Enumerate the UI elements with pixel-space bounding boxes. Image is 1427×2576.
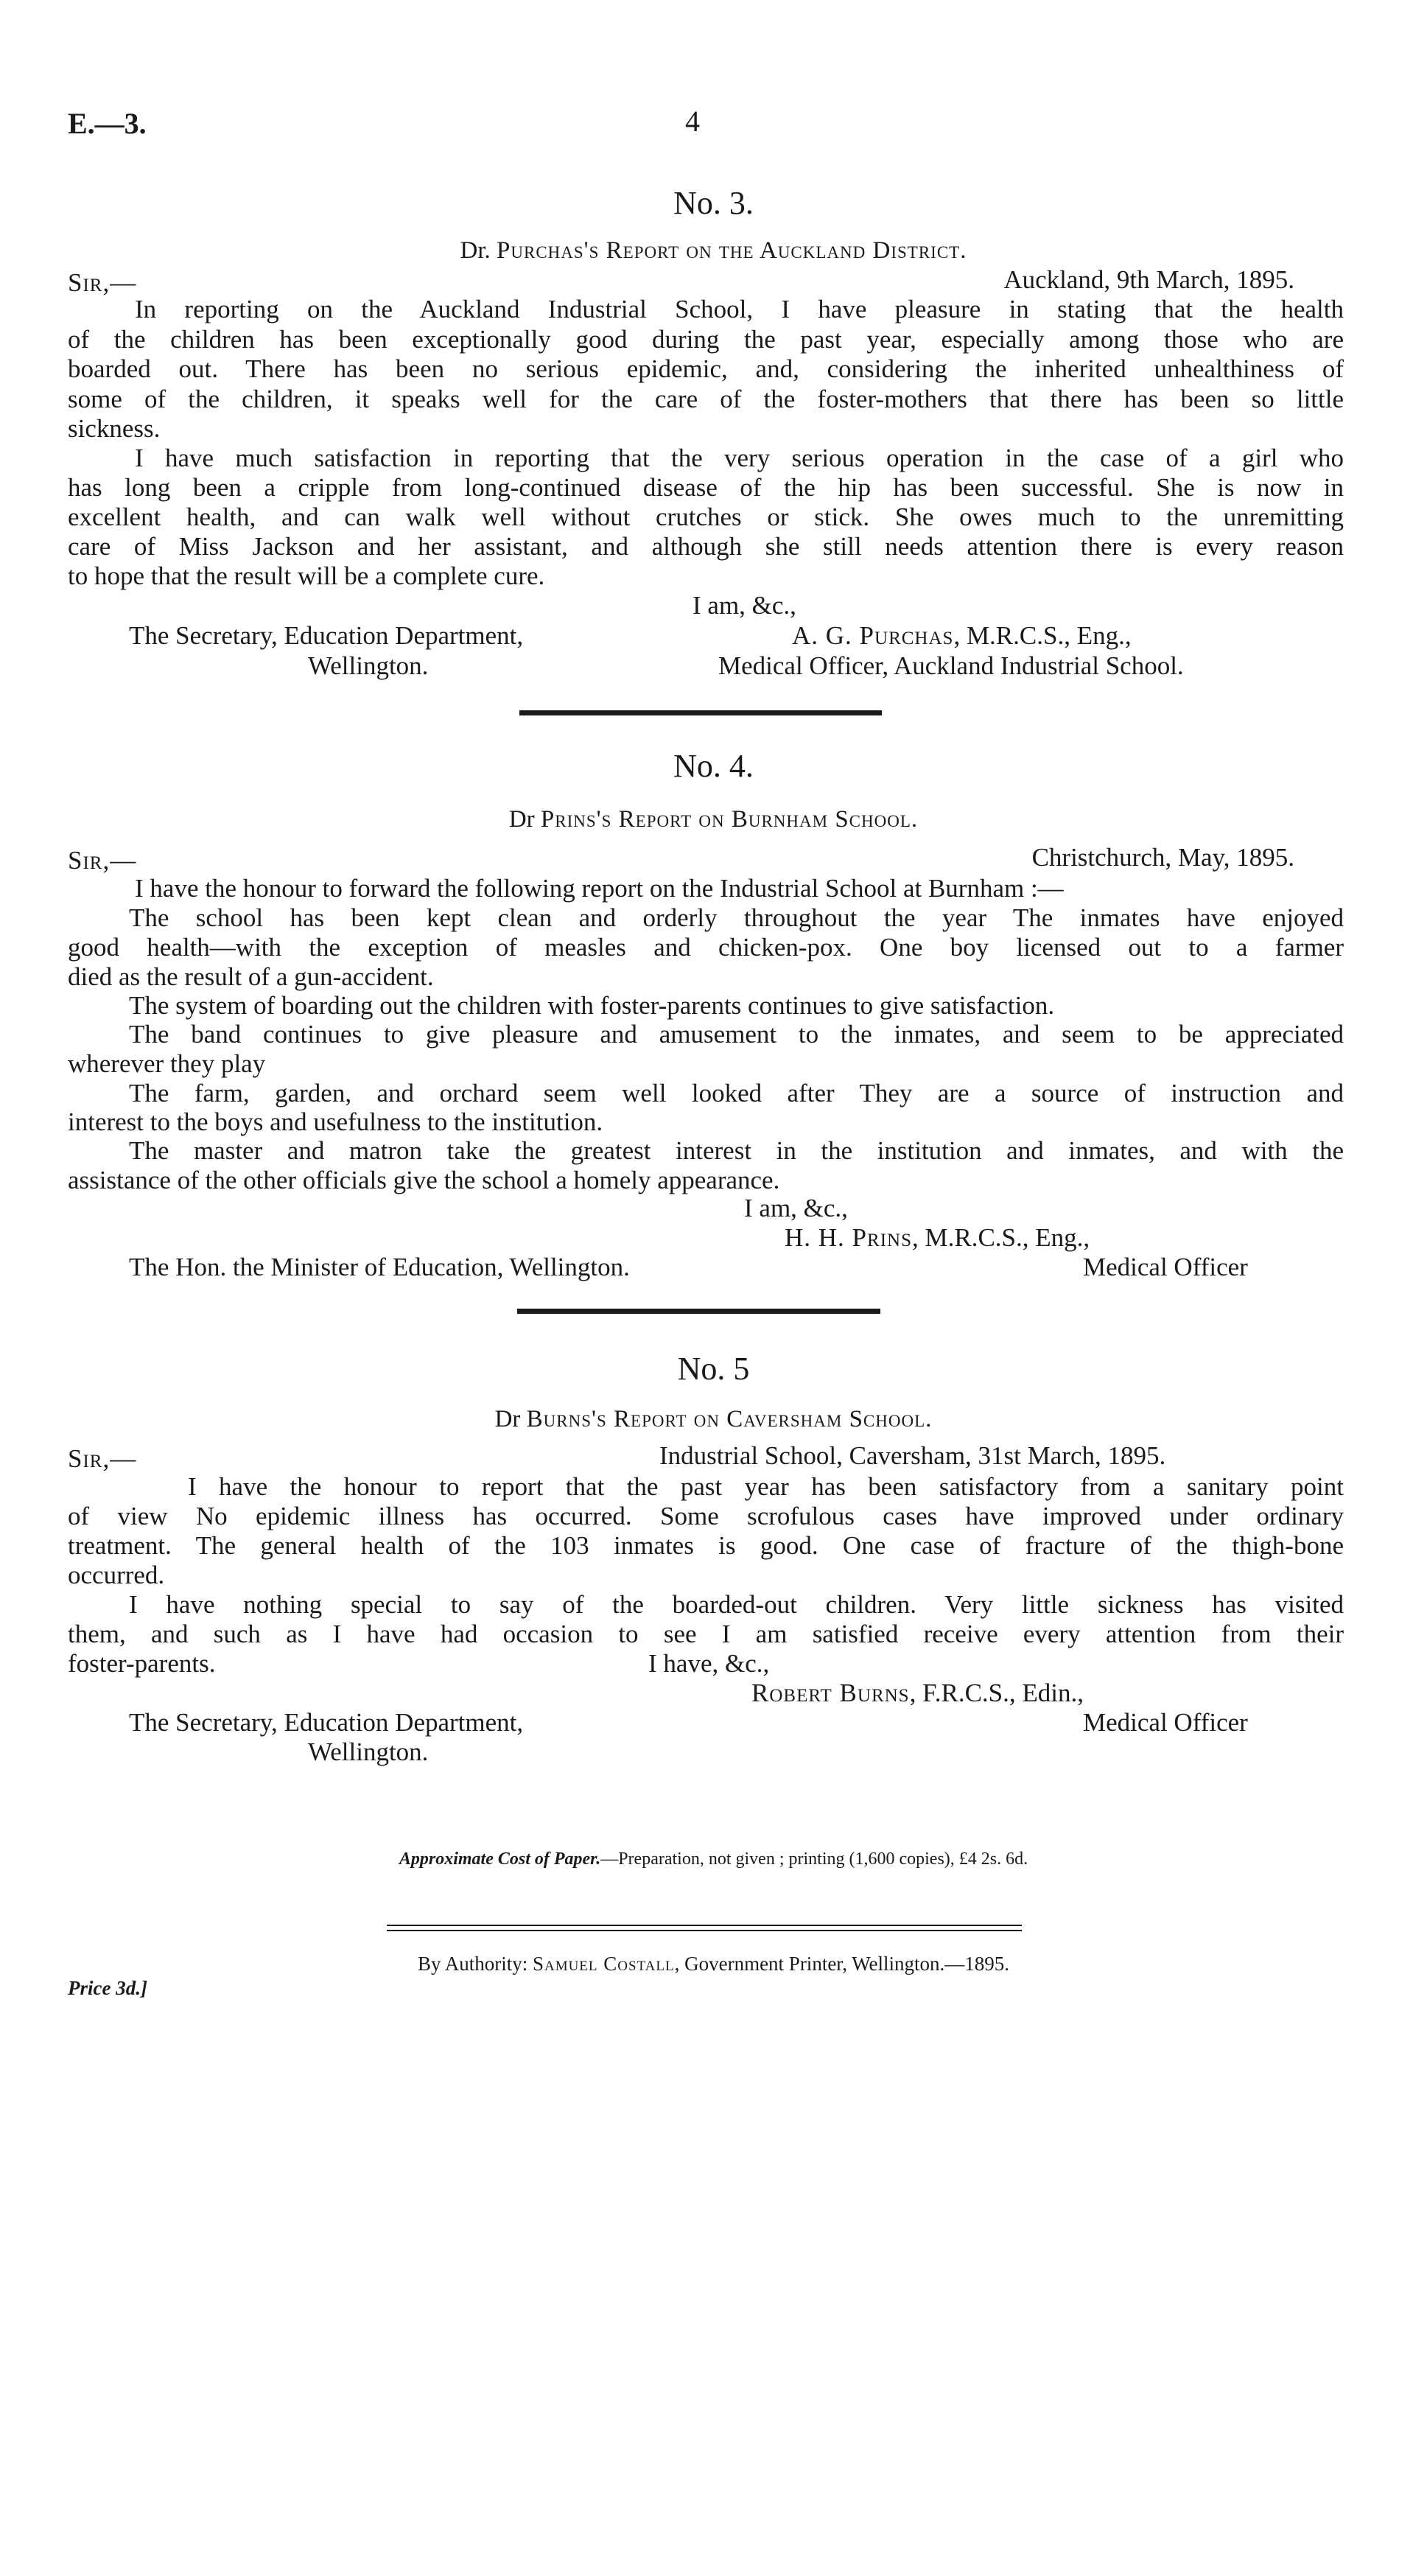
report-5-line: of view No epidemic illness has occurred. Some scrofulous cases have improved under ordinary [68, 1502, 1344, 1530]
report-5-signer: Robert Burns, F.R.C.S., Edin., [751, 1679, 1084, 1707]
report-3-line: I have much satisfaction in reporting that the very serious operation in the case of a girl who [135, 444, 1344, 472]
report-5-number: No. 5 [677, 1351, 750, 1387]
report-3-place-date: Auckland, 9th March, 1895. [1003, 265, 1294, 294]
report-5-line: treatment. The general health of the 103 inmates is good. One case of fracture of the thigh-bone [68, 1531, 1344, 1560]
footer-rule [387, 1925, 1022, 1926]
report-4-line: The farm, garden, and orchard seem well looked after They are a source of instruction and [129, 1079, 1344, 1107]
report-3-closing: I am, &c., [693, 591, 796, 620]
report-5-place-date: Industrial School, Caversham, 31st March, 1895. [659, 1441, 1166, 1470]
report-3-addressee-city: Wellington. [308, 651, 429, 680]
report-4-number: No. 4. [673, 748, 754, 784]
report-5-line: I have nothing special to say of the boarded-out children. Very little sickness has visited [129, 1590, 1344, 1619]
report-5-addressee: The Secretary, Education Department, [129, 1708, 524, 1737]
report-3-signer-title: Medical Officer, Auckland Industrial School. [718, 651, 1184, 680]
report-3-line: some of the children, it speaks well for the care of the foster-mothers that there has been so little [68, 385, 1344, 413]
series-code: E.—3. [68, 107, 147, 140]
report-4-line: died as the result of a gun-accident. [68, 962, 434, 991]
page-number: 4 [685, 105, 700, 138]
report-4-line: assistance of the other officials give the school a homely appearance. [68, 1166, 780, 1194]
report-4-signer: H. H. Prins, M.R.C.S., Eng., [785, 1223, 1090, 1252]
report-3-line: has long been a cripple from long-continued disease of the hip has been successful. She is now in [68, 473, 1344, 502]
report-5-addressee-city: Wellington. [308, 1737, 429, 1766]
report-4-line: The master and matron take the greatest interest in the institution and inmates, and with the [129, 1136, 1344, 1165]
report-5-title: Dr Burns's Report on Caversham School. [494, 1406, 933, 1432]
report-5-signer-title: Medical Officer [1083, 1708, 1248, 1737]
report-4-closing: I am, &c., [744, 1194, 848, 1222]
report-4-line: I have the honour to forward the following report on the Industrial School at Burnham :— [135, 874, 1064, 903]
section-divider [519, 710, 882, 715]
section-divider [517, 1309, 880, 1314]
report-5-line: I have the honour to report that the past year has been satisfactory from a sanitary point [188, 1472, 1344, 1501]
report-3-line: In reporting on the Auckland Industrial School, I have pleasure in stating that the health [135, 295, 1344, 323]
report-4-line: good health—with the exception of measles and chicken-pox. One boy licensed out to a farmer [68, 933, 1344, 962]
report-3-line: sickness. [68, 414, 161, 443]
report-3-line: of the children has been exceptionally good during the past year, especially among those who are [68, 325, 1344, 354]
report-4-title: Dr Prins's Report on Burnham School. [508, 806, 919, 833]
price: Price 3d.] [68, 1977, 147, 1999]
report-4-place-date: Christchurch, May, 1895. [1031, 843, 1294, 872]
footer-rule [387, 1930, 1022, 1931]
report-3-line: care of Miss Jackson and her assistant, and although she still needs attention there is every reason [68, 532, 1344, 561]
report-4-signer-title: Medical Officer [1083, 1253, 1248, 1281]
report-4-line: The band continues to give pleasure and amusement to the inmates, and seem to be appreciated [129, 1020, 1344, 1049]
report-5-line: occurred. [68, 1561, 165, 1589]
report-3-line: excellent health, and can walk well without crutches or stick. She owes much to the unremitting [68, 503, 1344, 531]
report-4-line: interest to the boys and usefulness to the institution. [68, 1107, 603, 1136]
report-3-line: boarded out. There has been no serious epidemic, and, considering the inherited unhealthiness of [68, 354, 1344, 383]
report-4-addressee: The Hon. the Minister of Education, Wellington. [129, 1253, 630, 1281]
report-5-line: foster-parents. [68, 1649, 216, 1678]
report-3-signer: A. G. Purchas, M.R.C.S., Eng., [792, 621, 1132, 650]
report-4-line: The system of boarding out the children with foster-parents continues to give satisfaction. [129, 991, 1055, 1020]
report-4-line: wherever they play [68, 1049, 266, 1078]
report-3-number: No. 3. [673, 185, 754, 221]
report-5-line: them, and such as I have had occasion to see I am satisfied receive every attention from their [68, 1620, 1344, 1648]
report-5-closing: I have, &c., [648, 1649, 770, 1678]
report-4-salutation: Sir,— [68, 846, 137, 875]
report-3-line: to hope that the result will be a complete cure. [68, 561, 545, 590]
cost-note: Approximate Cost of Paper.—Preparation, not given ; printing (1,600 copies), £4 2s. 6d. [399, 1849, 1028, 1869]
printer-authority: By Authority: Samuel Costall, Government Printer, Wellington.—1895. [417, 1953, 1010, 1975]
report-3-addressee: The Secretary, Education Department, [129, 621, 524, 650]
report-3-salutation: Sir,— [68, 268, 137, 297]
report-4-line: The school has been kept clean and orderly throughout the year The inmates have enjoyed [129, 903, 1344, 932]
report-5-salutation: Sir,— [68, 1444, 137, 1473]
report-3-title: Dr. Purchas's Report on the Auckland District. [460, 237, 967, 264]
